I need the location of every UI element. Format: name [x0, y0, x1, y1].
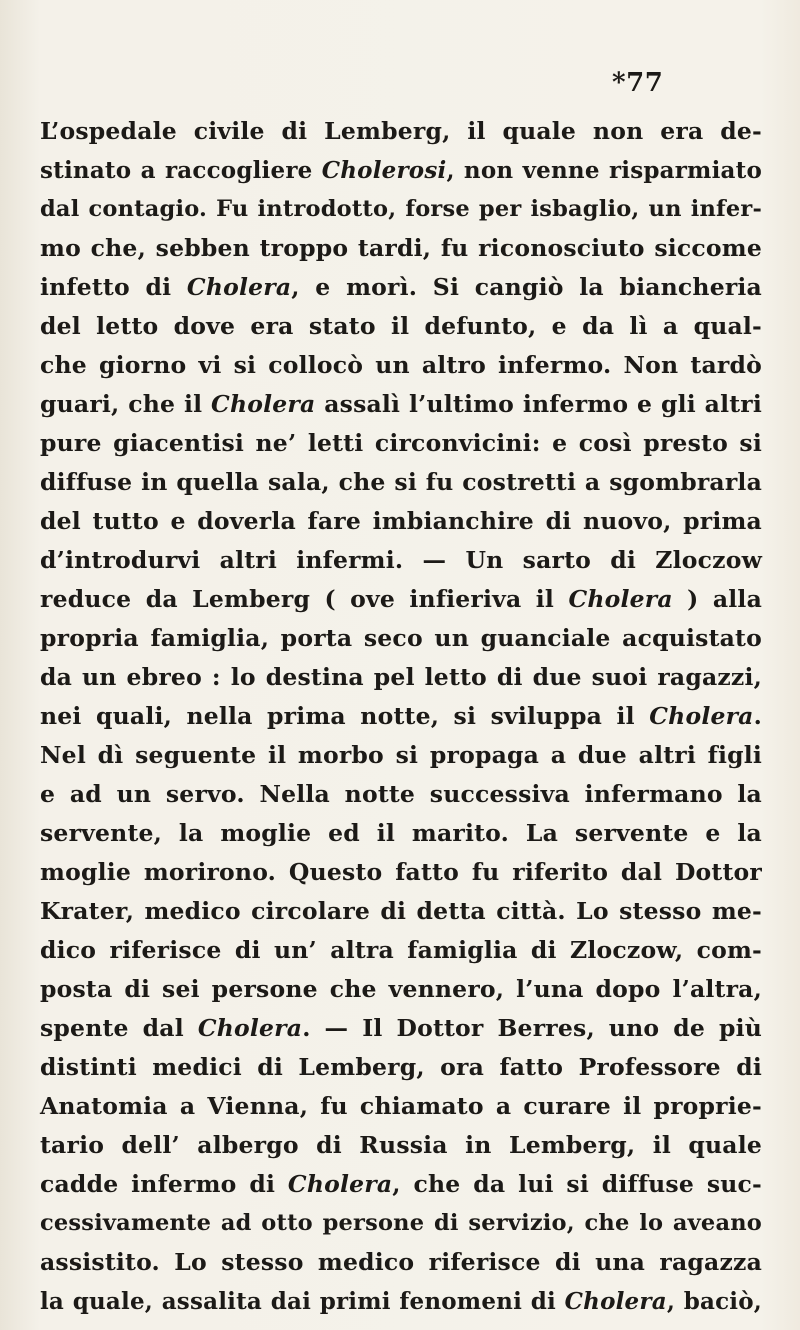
- text-line: d’introdurvi altri infermi. — Un sarto di Zloczow: [40, 546, 762, 574]
- italic-term: Cholera: [211, 390, 316, 418]
- text-line: L’ospedale civile di Lemberg, il quale non era de-: [40, 117, 762, 145]
- text-line: tario dell’ albergo di Russia in Lemberg, il quale: [40, 1131, 762, 1159]
- text-line: guari, che il Cholera assalì l’ultimo infermo e gli altri: [40, 390, 762, 418]
- text-line: moglie morirono. Questo fatto fu riferito dal Dottor: [40, 858, 762, 886]
- text-line: che giorno vi si collocò un altro infermo. Non tardò: [40, 351, 762, 379]
- text-line: reduce da Lemberg ( ove infieriva il Cholera ) alla: [40, 585, 762, 613]
- text-line: e ad un servo. Nella notte successiva infermano la: [40, 780, 762, 808]
- italic-term: Cholera: [287, 1170, 393, 1198]
- text-line: Nel dì seguente il morbo si propaga a due altri figli: [40, 741, 762, 769]
- italic-term: Cholera: [564, 1288, 667, 1315]
- text-line: Krater, medico circolare di detta città. Lo stesso me-: [40, 897, 762, 925]
- text-line: mo che, sebben troppo tardi, fu riconosciuto siccome: [40, 234, 762, 262]
- text-line: spente dal Cholera. — Il Dottor Berres, uno de più: [40, 1014, 762, 1042]
- italic-term: Cholera: [649, 702, 754, 730]
- text-line: cadde infermo di Cholera, che da lui si diffuse suc-: [40, 1170, 762, 1198]
- text-line: distinti medici di Lemberg, ora fatto Professore di: [40, 1053, 762, 1081]
- italic-term: Cholerosi: [321, 157, 447, 184]
- text-line: diffuse in quella sala, che si fu costretti a sgombrarla: [40, 468, 762, 496]
- italic-term: Cholera: [568, 585, 673, 613]
- italic-term: Cholera: [186, 273, 292, 301]
- text-line: assistito. Lo stesso medico riferisce di una ragazza: [40, 1248, 762, 1276]
- text-line: la quale, assalita dai primi fenomeni di Cholera, baciò,: [40, 1288, 762, 1315]
- text-line: posta di sei persone che vennero, l’una dopo l’altra,: [40, 975, 762, 1003]
- text-line: stinato a raccogliere Cholerosi, non venne risparmiato: [40, 157, 762, 184]
- text-line: servente, la moglie ed il marito. La servente e la: [40, 819, 762, 847]
- italic-term: Cholera: [197, 1014, 303, 1042]
- body-text: [40, 112, 762, 1321]
- text-line: infetto di Cholera, e morì. Si cangiò la biancheria: [40, 273, 762, 301]
- text-line: Anatomia a Vienna, fu chiamato a curare il proprie-: [40, 1092, 762, 1120]
- text-line: propria famiglia, porta seco un guanciale acquistato: [40, 624, 762, 652]
- text-line: del letto dove era stato il defunto, e da lì a qual-: [40, 312, 762, 340]
- text-line: pure giacentisi ne’ letti circonvicini: e così presto si: [40, 429, 762, 457]
- text-line: del tutto e doverla fare imbianchire di nuovo, prima: [40, 507, 762, 535]
- text-line: cessivamente ad otto persone di servizio, che lo aveano: [40, 1210, 762, 1236]
- page-number: *77: [612, 68, 664, 98]
- text-line: dal contagio. Fu introdotto, forse per isbaglio, un infer-: [40, 196, 762, 222]
- text-line: da un ebreo : lo destina pel letto di due suoi ragazzi,: [40, 663, 762, 691]
- text-line: dico riferisce di un’ altra famiglia di Zloczow, com-: [40, 936, 762, 964]
- text-line: nei quali, nella prima notte, si sviluppa il Cholera.: [40, 702, 762, 730]
